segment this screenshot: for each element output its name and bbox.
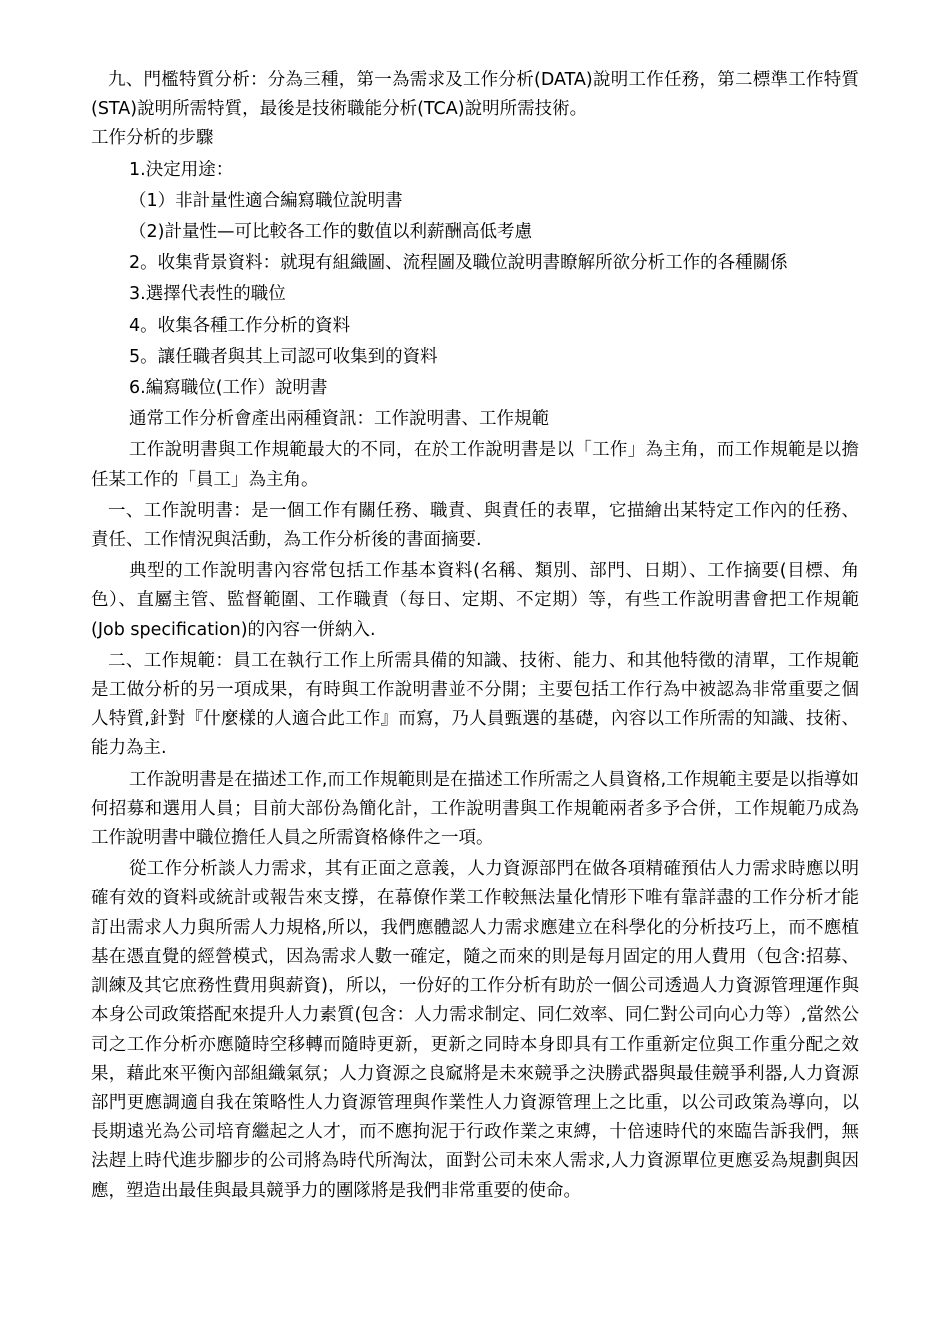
paragraph-typical-content: 典型的工作說明書內容常包括工作基本資料(名稱、類別、部門、日期）、工作摘要(目標、角色）、直屬主管、監督範圍、工作職責（每日、定期、不定期）等，有些工作說明書會把工作規範(Job specification)的內容一併納入. bbox=[91, 561, 859, 640]
step-1a: （1）非計量性適合編寫職位說明書 bbox=[129, 190, 403, 211]
paragraph-manpower-demand: 從工作分析談人力需求，其有正面之意義，人力資源部門在做各項精確預估人力需求時應以明確有效的資料或統計或報告來支撐，在幕僚作業工作較無法量化情形下唯有靠詳盡的工作分析才能訂出需求人力與所需人力規格,所以，我們應體認人力需求應建立在科學化的分析技巧上，而不應植基在憑直覺的經營模式，因為需求人數一確定，隨之而來的則是每月固定的用人費用（包含:招募、訓練及其它庶務性費用與薪資)，所以，一份好的工作分析有助於一個公司透過人力資源管理運作與本身公司政策搭配來提升人力素質(包含：人力需求制定、同仁效率、同仁對公司向心力等）,當然公司之工作分析亦應隨時空移轉而隨時更新，更新之同時本身即具有工作重新定位與工作重分配之效果，藉此來平衡內部組織氣氛；人力資源之良窳將是未來競爭之決勝武器與最佳競爭利器,人力資源部門更應調適自我在策略性人力資源管理與作業性人力資源管理上之比重，以公司政策為導向，以長期遠光為公司培育繼起之人才，而不應拘泥于行政作業之束縛，十倍速時代的來臨告訴我們，無法趕上時代進步腳步的公司將為時代所淘汰，面對公司未來人需求,人力資源單位更應妥為規劃與因應，塑造出最佳與最具競爭力的團隊將是我們非常重要的使命。 bbox=[91, 859, 859, 1201]
paragraph-threshold-analysis: 九、門檻特質分析：分為三種，第一為需求及工作分析(DATA)說明工作任務，第二標準工作特質(STA)說明所需特質，最後是技術職能分析(TCA)說明所需技術。 bbox=[91, 70, 859, 120]
paragraph-job-description: 一、工作說明書：是一個工作有關任務、職責、與責任的表單，它描繪出某特定工作內的任務、責任、工作情況與活動，為工作分析後的書面摘要. bbox=[91, 500, 859, 551]
document-page bbox=[91, 66, 859, 1206]
step-4: 4。收集各種工作分析的資料 bbox=[129, 315, 351, 336]
step-2: 2。收集背景資料：就現有組織圖、流程圖及職位說明書瞭解所欲分析工作的各種關係 bbox=[129, 253, 788, 274]
steps-heading: 工作分析的步驟 bbox=[91, 128, 214, 149]
paragraph-job-specification: 二、工作規範：員工在執行工作上所需具備的知識、技術、能力、和其他特徵的清單，工作規範是工做分析的另一項成果，有時與工作說明書並不分開；主要包括工作行為中被認為非常重要之個人特質,針對『什麼樣的人適合此工作』而寫，乃人員甄選的基礎，內容以工作所需的知識、技術、能力為主. bbox=[91, 650, 859, 759]
step-1: 1.決定用途： bbox=[129, 159, 234, 180]
step-3: 3.選擇代表性的職位 bbox=[129, 284, 286, 305]
paragraph-difference: 工作說明書與工作規範最大的不同，在於工作說明書是以「工作」為主角，而工作規範是以擔任某工作的「員工」為主角。 bbox=[91, 440, 859, 490]
paragraph-two-outputs: 通常工作分析會產出兩種資訊：工作說明書、工作規範 bbox=[129, 409, 549, 430]
step-5: 5。讓任職者與其上司認可收集到的資料 bbox=[129, 346, 438, 367]
step-6: 6.編寫職位(工作）說明書 bbox=[129, 378, 328, 399]
paragraph-comparison: 工作說明書是在描述工作,而工作規範則是在描述工作所需之人員資格,工作規範主要是以指導如何招募和選用人員；目前大部份為簡化計，工作說明書與工作規範兩者多予合併，工作規範乃成為工作說明書中職位擔任人員之所需資格條件之一項。 bbox=[91, 769, 859, 849]
step-1b: （2)計量性—可比較各工作的數值以利薪酬高低考慮 bbox=[129, 222, 532, 243]
